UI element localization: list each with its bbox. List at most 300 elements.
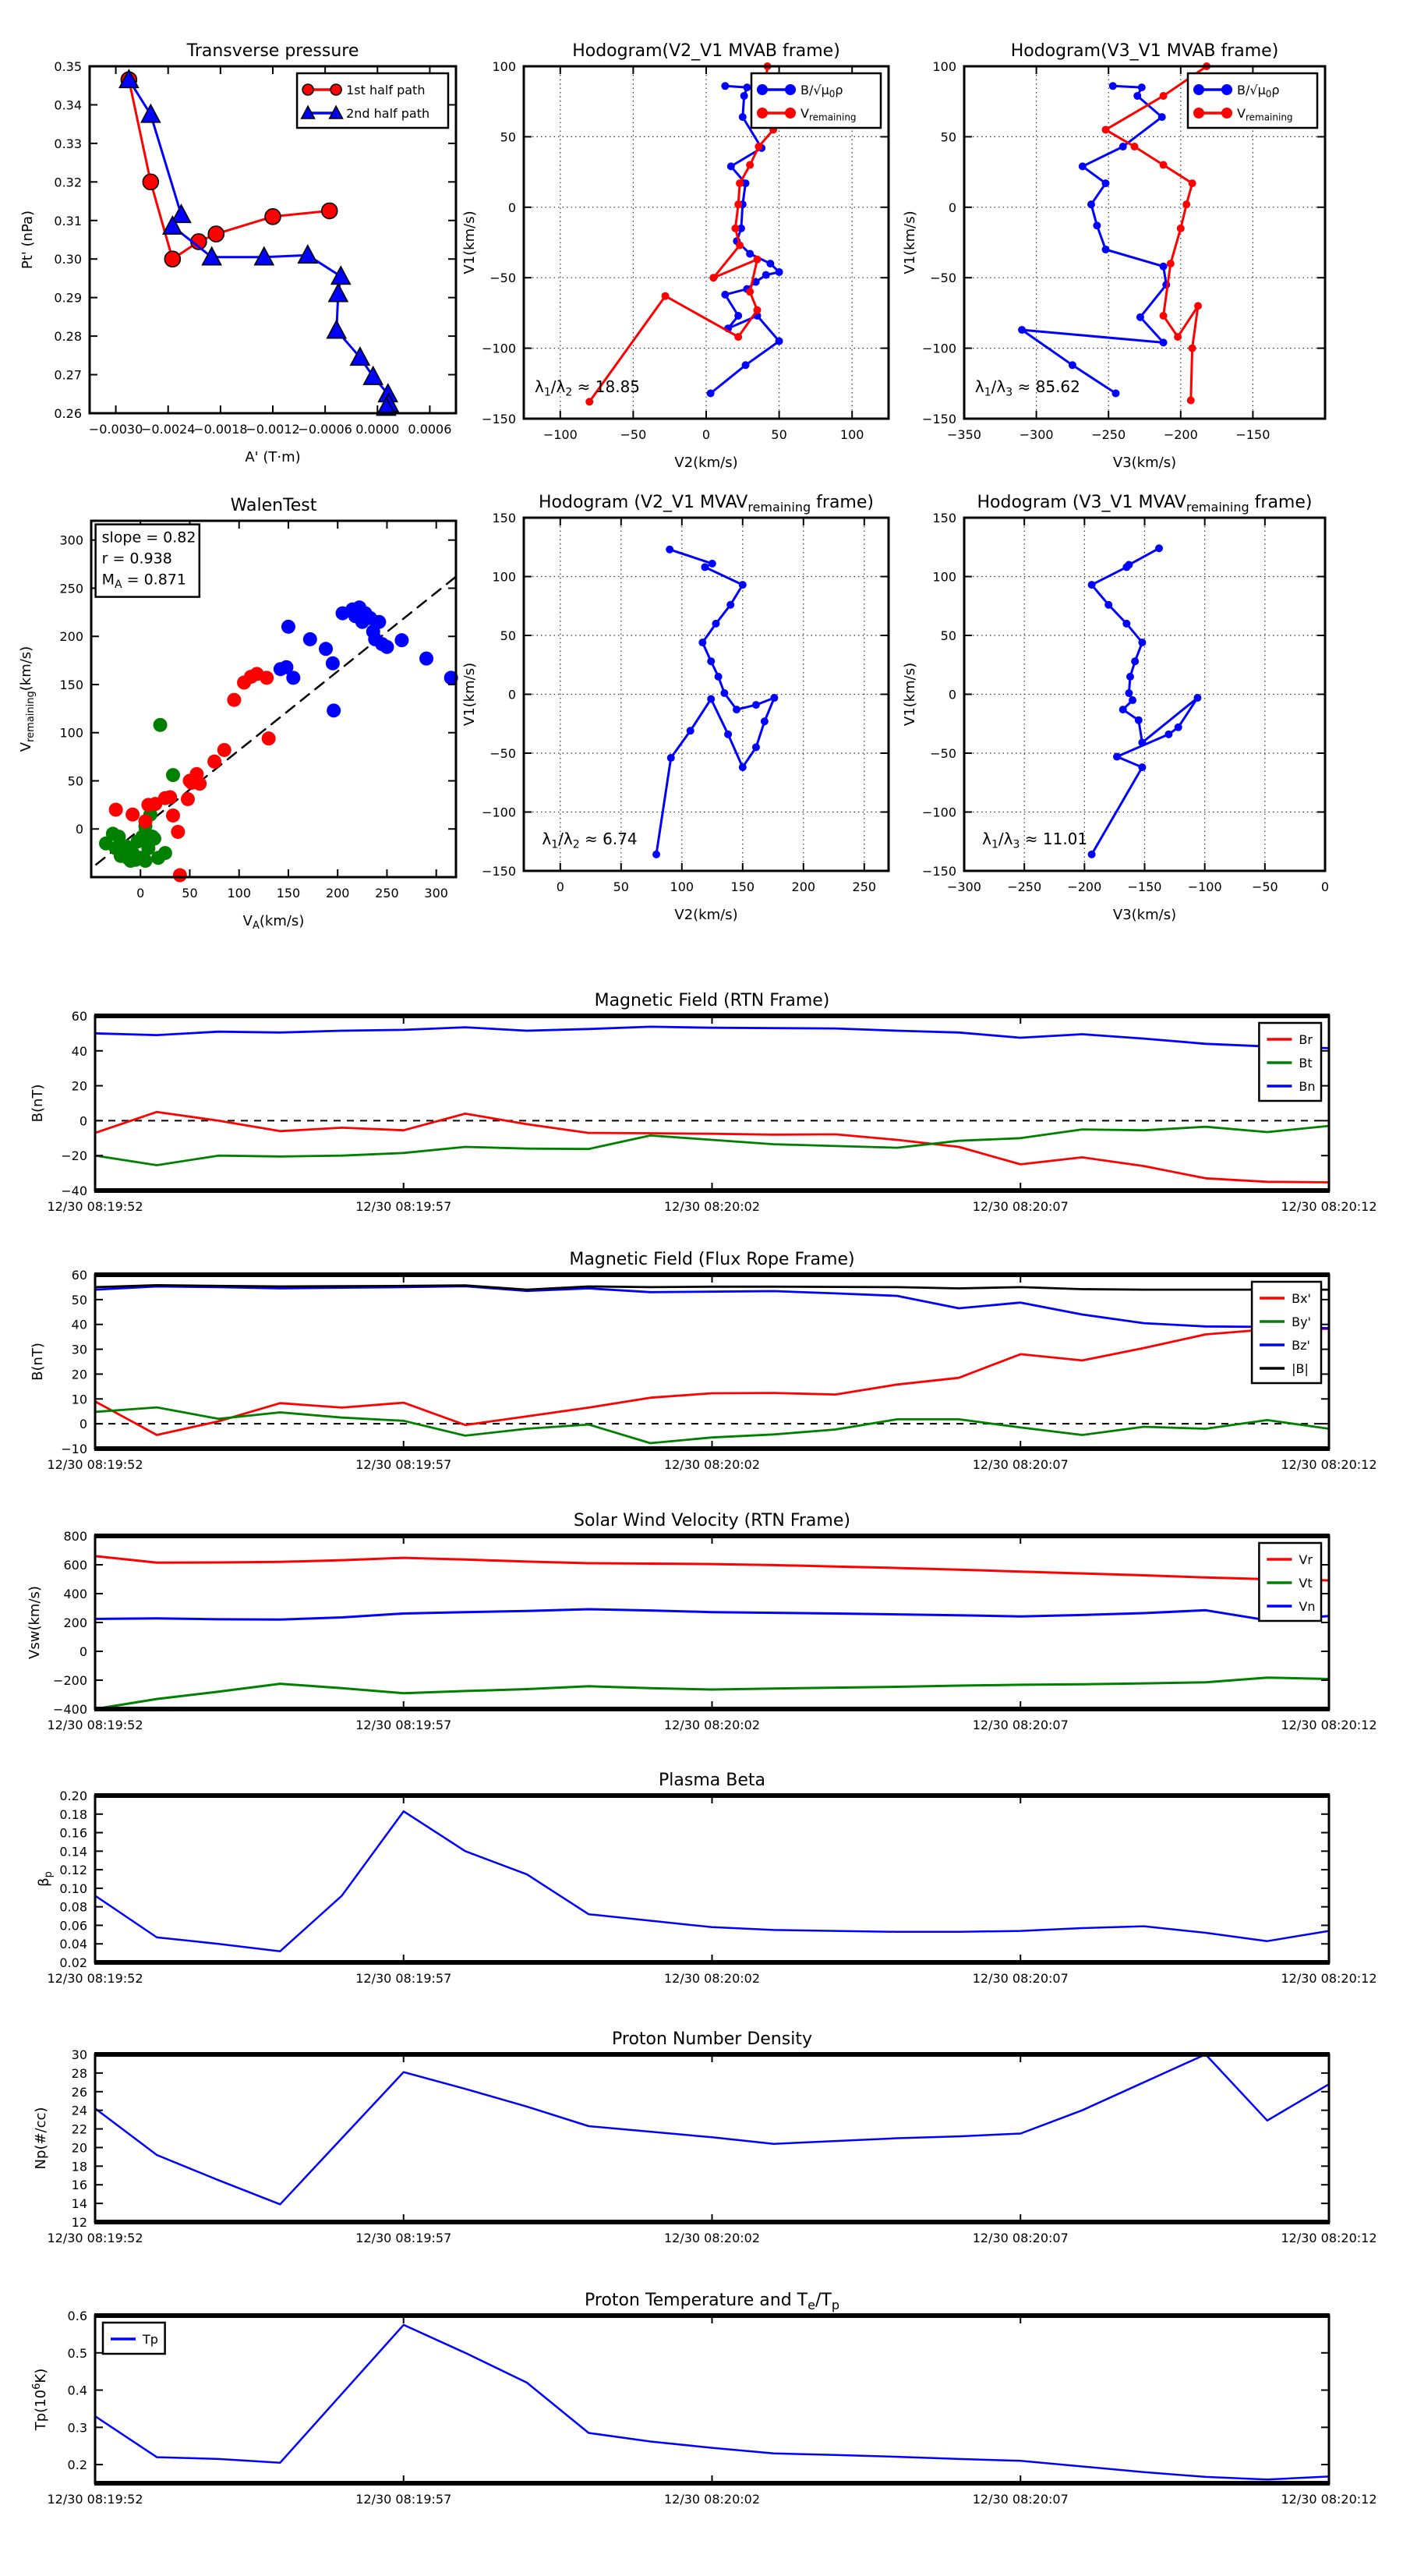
marker-circle <box>227 693 241 707</box>
tspan: 0 <box>1320 879 1330 894</box>
tspan: −0.0030 <box>88 422 143 437</box>
y-tick-label <box>59 1826 87 1841</box>
y-tick-label <box>54 252 82 267</box>
marker-circle <box>1131 143 1139 150</box>
x-tick-label <box>408 422 451 437</box>
tspan: β <box>36 1877 52 1887</box>
tspan: 50 <box>182 886 198 901</box>
legend-label <box>1292 1315 1311 1329</box>
tspan: 12/30 08:20:12 <box>1281 2231 1377 2245</box>
tspan: 100 <box>670 879 694 894</box>
marker-circle <box>372 615 386 629</box>
x-tick-label <box>664 1718 760 1732</box>
y-tick-label <box>53 1673 87 1688</box>
chart-title <box>585 2291 839 2312</box>
tspan: 40 <box>71 1317 87 1332</box>
series-bn <box>95 1027 1329 1049</box>
marker-circle <box>770 694 778 702</box>
chart-hodogram-v3v1-mvav <box>902 493 1329 923</box>
marker-circle <box>1175 724 1182 731</box>
marker-circle <box>1113 753 1121 761</box>
tspan: frame) <box>811 493 874 512</box>
tspan: 18 <box>71 2159 87 2174</box>
axes-frame <box>95 2316 1329 2483</box>
tspan: 0.02 <box>59 1955 87 1970</box>
chart-title <box>574 1511 850 1530</box>
marker-circle <box>143 174 158 189</box>
legend <box>103 2323 165 2354</box>
tspan: 60 <box>71 1268 87 1283</box>
x-tick-label <box>1020 427 1054 442</box>
x-tick-label <box>1188 879 1222 894</box>
series-by-prime <box>95 1407 1329 1443</box>
tspan: 0.3 <box>67 2420 87 2436</box>
y-tick-label <box>54 406 82 421</box>
marker-circle <box>707 695 715 703</box>
tspan: 50 <box>500 129 516 145</box>
series-bz-prime <box>95 1286 1329 1329</box>
marker-circle <box>330 84 341 95</box>
tspan: Proton Temperature and T <box>585 2291 808 2310</box>
stats-text <box>102 571 186 591</box>
y-tick-label <box>492 59 516 74</box>
x-tick-label <box>89 422 143 437</box>
x-tick-label <box>47 2492 143 2507</box>
series-line <box>95 1407 1329 1443</box>
marker-circle <box>721 291 729 299</box>
tspan: 100 <box>492 59 516 74</box>
tspan: −150 <box>922 864 956 879</box>
marker-circle <box>1125 689 1133 697</box>
tspan: ≈ 6.74 <box>579 830 638 849</box>
legend <box>1188 73 1317 128</box>
chart-title <box>186 41 359 61</box>
tspan: Hodogram(V2_V1 MVAB frame) <box>572 41 840 61</box>
y-tick-label <box>72 2122 87 2137</box>
series-line <box>95 2054 1329 2204</box>
marker-circle <box>1122 620 1130 628</box>
chart-plasma-beta <box>36 1771 1377 1986</box>
marker-triangle <box>331 267 350 285</box>
x-tick-label <box>246 422 299 437</box>
tspan: 200 <box>59 629 83 645</box>
tspan: 12/30 08:20:12 <box>1281 2492 1377 2507</box>
y-tick-label <box>500 628 516 643</box>
tspan: remaining <box>808 111 857 123</box>
series-line <box>95 1329 1329 1435</box>
x-tick-label <box>298 422 352 437</box>
marker-circle <box>757 108 768 119</box>
y-tick-label <box>72 1343 87 1357</box>
marker-circle <box>1160 161 1168 169</box>
marker-circle <box>1093 221 1101 229</box>
y-tick-label <box>59 1937 87 1951</box>
y-tick-label <box>72 2066 87 2081</box>
marker-circle <box>1088 851 1096 858</box>
x-tick-label <box>193 422 247 437</box>
tspan: Hodogram (V2_V1 MVAV <box>539 493 748 512</box>
marker-circle <box>1138 83 1146 91</box>
x-tick-label <box>557 879 564 894</box>
tspan: Transverse pressure <box>186 41 359 61</box>
tspan: Bt <box>1299 1056 1313 1070</box>
series-vr <box>95 1556 1329 1580</box>
marker-circle <box>1160 312 1168 320</box>
marker-circle <box>746 288 754 295</box>
x-tick-label <box>973 1971 1069 1986</box>
tspan: 12/30 08:20:02 <box>663 1971 761 1986</box>
marker-circle <box>109 803 123 817</box>
tspan: ≈ 11.01 <box>1020 830 1088 849</box>
x-tick-label <box>47 1199 143 1214</box>
x-tick-label <box>1235 427 1270 442</box>
chart-proton-density <box>33 2029 1377 2245</box>
tspan: ≈ 85.62 <box>1012 377 1080 397</box>
tspan: 100 <box>492 569 516 585</box>
y-tick-label <box>72 1268 87 1283</box>
marker-circle <box>158 846 172 860</box>
legend-label <box>346 106 429 121</box>
x-tick-label <box>1091 427 1126 442</box>
tspan: 100 <box>932 569 956 585</box>
series-np <box>95 2054 1329 2204</box>
tspan: 0.0006 <box>408 422 452 437</box>
y-axis-label <box>31 2369 49 2431</box>
annotation <box>542 830 637 851</box>
y-tick-label <box>72 1392 87 1407</box>
tspan: 12/30 08:20:07 <box>972 2231 1069 2245</box>
tspan: 12/30 08:20:02 <box>663 2231 761 2245</box>
tspan: Br <box>1299 1032 1313 1047</box>
tspan: Plasma Beta <box>659 1771 765 1790</box>
y-tick-label <box>61 1442 87 1456</box>
x-tick-label <box>355 1457 451 1472</box>
tspan: ρ <box>835 83 843 97</box>
tspan: 250 <box>852 879 877 894</box>
tspan: slope = 0.82 <box>101 529 196 547</box>
y-tick-label <box>922 341 956 356</box>
marker-circle <box>709 560 716 568</box>
y-tick-label <box>54 136 82 151</box>
marker-circle <box>752 701 760 709</box>
y-tick-label <box>59 1881 87 1896</box>
y-tick-label <box>72 2104 87 2118</box>
tspan: Tp(10 <box>33 2389 49 2431</box>
tspan: 0.34 <box>54 97 82 113</box>
series-beta-p <box>95 1811 1329 1951</box>
legend-label <box>1299 1599 1315 1614</box>
tspan: −100 <box>1187 879 1222 894</box>
marker-circle <box>1193 84 1204 95</box>
chart-hodogram-v3v1-mvab <box>902 41 1325 471</box>
series-line <box>1092 548 1198 855</box>
marker-circle <box>193 777 207 791</box>
tspan: 12/30 08:20:02 <box>663 1199 761 1214</box>
tspan: 50 <box>67 773 83 789</box>
tspan: −0.0024 <box>141 422 196 437</box>
marker-circle <box>1194 302 1202 310</box>
tspan: −150 <box>482 412 516 426</box>
x-tick-label <box>1281 1971 1376 1986</box>
tspan: 12/30 08:19:57 <box>355 1457 452 1472</box>
legend-label <box>142 2332 158 2347</box>
marker-circle <box>1088 581 1096 589</box>
y-tick-label <box>941 628 956 643</box>
y-axis-label <box>461 663 478 726</box>
marker-circle <box>757 84 768 95</box>
x-tick-label <box>136 886 144 901</box>
legend <box>1259 1543 1321 1621</box>
chart-title <box>572 41 840 61</box>
tspan: 0 <box>75 822 83 837</box>
tspan: remaining <box>24 691 37 742</box>
x-tick-label <box>947 879 981 894</box>
marker-circle <box>217 743 231 757</box>
y-tick-label <box>922 864 956 879</box>
y-tick-label <box>59 1807 87 1822</box>
tspan: 200 <box>791 879 816 894</box>
tspan: 200 <box>325 886 350 901</box>
series-line <box>95 1556 1329 1580</box>
y-tick-label <box>63 1558 87 1573</box>
marker-circle <box>260 671 274 685</box>
chart-title <box>612 2029 812 2049</box>
y-tick-label <box>54 214 82 228</box>
legend-label <box>1299 1056 1312 1070</box>
marker-circle <box>171 825 185 839</box>
marker-circle <box>721 82 729 90</box>
tspan: 12/30 08:20:07 <box>972 1718 1069 1732</box>
tspan: 600 <box>63 1558 87 1573</box>
tspan: 20 <box>71 1078 87 1094</box>
tspan: V1(km/s) <box>461 211 478 274</box>
tspan: By' <box>1292 1315 1311 1329</box>
x-tick-label <box>664 2492 760 2507</box>
marker-circle <box>734 333 742 341</box>
x-tick-label <box>731 879 755 894</box>
legend-label <box>346 83 425 97</box>
tspan: 16 <box>71 2178 87 2193</box>
tspan: 12/30 08:19:52 <box>47 1718 143 1732</box>
tspan: A <box>115 578 122 591</box>
x-tick-label <box>47 1457 143 1472</box>
tspan: −100 <box>542 427 578 442</box>
tspan: 1 <box>551 838 559 851</box>
y-tick-label <box>54 329 82 344</box>
tspan: 0.6 <box>67 2309 87 2323</box>
x-tick-label <box>973 1718 1069 1732</box>
x-tick-label <box>853 879 877 894</box>
y-tick-label <box>922 412 956 426</box>
tspan: A' (T·m) <box>245 449 301 465</box>
y-tick-label <box>492 570 516 585</box>
y-axis-label <box>902 663 918 726</box>
y-tick-label <box>63 1587 87 1601</box>
tspan: 2 <box>565 386 573 399</box>
tspan: 100 <box>59 725 83 741</box>
chart-title <box>1011 41 1279 61</box>
tspan: 0.14 <box>59 1844 87 1859</box>
marker-circle <box>1221 108 1232 119</box>
legend-label <box>1299 1032 1313 1047</box>
y-tick-label <box>80 1417 87 1431</box>
annotation <box>535 377 640 398</box>
marker-circle <box>181 792 195 806</box>
y-tick-label <box>59 629 83 644</box>
tspan: /λ <box>550 377 566 397</box>
y-axis-label <box>461 211 478 274</box>
tspan: e <box>808 2297 815 2312</box>
tspan: Vt <box>1299 1576 1313 1591</box>
marker-circle <box>734 312 742 320</box>
marker-circle <box>736 242 744 249</box>
marker-circle <box>724 731 732 738</box>
marker-circle <box>319 642 333 656</box>
y-tick-label <box>508 688 516 702</box>
y-axis-label <box>902 211 918 274</box>
x-tick-label <box>375 886 399 901</box>
y-tick-label <box>53 1702 87 1717</box>
chart-title <box>595 991 830 1010</box>
tspan: Magnetic Field (RTN Frame) <box>594 991 830 1010</box>
x-axis-label <box>243 913 305 932</box>
tspan: 12/30 08:19:57 <box>355 1199 452 1214</box>
marker-circle <box>326 656 340 671</box>
tspan: V1(km/s) <box>902 662 918 727</box>
tspan: 0 <box>79 1113 87 1129</box>
tspan: V2(km/s) <box>674 455 738 471</box>
marker-circle <box>707 389 715 397</box>
y-tick-label <box>59 726 83 741</box>
tspan: −400 <box>53 1702 87 1717</box>
tspan: −250 <box>1007 879 1042 894</box>
tspan: −50 <box>620 427 647 442</box>
chart-mag-fluxrope <box>30 1250 1377 1472</box>
marker-circle <box>687 727 694 734</box>
x-tick-label <box>664 1457 760 1472</box>
tspan: 0 <box>507 200 516 215</box>
y-axis-label <box>30 1085 46 1123</box>
marker-circle <box>761 717 769 725</box>
marker-circle <box>1101 126 1109 133</box>
tspan: 0 <box>948 687 956 702</box>
tspan: 0.08 <box>59 1899 87 1915</box>
marker-circle <box>1133 92 1141 100</box>
tspan: −150 <box>922 412 956 426</box>
chart-title <box>569 1250 854 1269</box>
marker-circle <box>1187 396 1195 404</box>
marker-circle <box>207 755 221 769</box>
tspan: −40 <box>61 1184 87 1198</box>
x-tick-label <box>355 2492 451 2507</box>
series-b-over-sqrt-mu0-rho <box>1018 82 1170 397</box>
tspan: 12/30 08:20:02 <box>663 1457 761 1472</box>
x-tick-label <box>277 886 301 901</box>
y-tick-label <box>72 2196 87 2211</box>
marker-circle <box>1087 200 1095 208</box>
y-tick-label <box>61 1148 87 1163</box>
marker-circle <box>743 83 751 91</box>
tspan: −0.0006 <box>298 422 352 437</box>
chart-hodogram-v2v1-mvav <box>461 493 889 923</box>
tspan: −150 <box>1235 427 1270 442</box>
tspan: 0.5 <box>67 2345 87 2361</box>
tspan: 0 <box>1265 88 1272 100</box>
tspan: 0 <box>79 1417 87 1432</box>
tspan: 0.4 <box>67 2383 87 2398</box>
marker-circle <box>712 620 719 628</box>
x-tick-label <box>1281 1199 1376 1214</box>
x-tick-label <box>1007 879 1041 894</box>
legend-label <box>1299 1552 1313 1567</box>
tspan: −0.0012 <box>246 422 300 437</box>
tspan: Magnetic Field (Flux Rope Frame) <box>569 1250 855 1269</box>
marker-circle <box>419 652 433 666</box>
tspan: 0 <box>948 200 956 215</box>
tspan: 150 <box>59 677 83 692</box>
y-tick-label <box>59 533 83 548</box>
tspan: V1(km/s) <box>461 662 478 727</box>
marker-circle <box>1111 389 1119 397</box>
annotation <box>982 830 1087 851</box>
y-tick-label <box>54 291 82 306</box>
tspan: −10 <box>61 1442 87 1456</box>
series-line <box>95 1609 1329 1620</box>
x-tick-label <box>1281 1718 1376 1732</box>
y-tick-label <box>68 2346 87 2361</box>
tspan: ≈ 18.85 <box>572 377 641 397</box>
tspan: −200 <box>53 1673 87 1688</box>
x-tick-label <box>355 1718 451 1732</box>
y-tick-label <box>930 271 956 285</box>
tspan: 0.16 <box>59 1825 87 1841</box>
x-axis-label <box>1113 455 1176 471</box>
tspan: 0.35 <box>54 59 82 74</box>
x-tick-label <box>973 2492 1069 2507</box>
tspan: 0.30 <box>54 252 82 267</box>
tspan: 0 <box>79 1644 87 1659</box>
x-tick-label <box>973 1199 1069 1214</box>
x-tick-label <box>543 427 578 442</box>
tspan: −200 <box>1163 427 1198 442</box>
chart-title <box>659 1771 765 1790</box>
marker-circle <box>731 225 739 232</box>
marker-circle <box>1136 313 1144 321</box>
tspan: −250 <box>1091 427 1126 442</box>
marker-circle <box>166 768 180 782</box>
marker-circle <box>1189 179 1196 187</box>
marker-circle <box>163 790 177 804</box>
tspan: 0 <box>507 687 516 702</box>
tspan: |B| <box>1292 1361 1309 1376</box>
marker-circle <box>1164 731 1172 738</box>
tspan: 28 <box>71 2065 87 2081</box>
y-tick-label <box>59 1844 87 1859</box>
marker-circle <box>139 854 153 868</box>
tspan: remaining <box>1186 499 1249 515</box>
x-tick-label <box>973 2231 1069 2245</box>
tspan: −200 <box>1067 879 1102 894</box>
tspan: B(nT) <box>30 1084 46 1123</box>
marker-circle <box>667 754 675 762</box>
tspan: (km/s) <box>259 913 305 929</box>
y-tick-label <box>68 2457 87 2472</box>
tspan: 200 <box>63 1615 87 1630</box>
marker-circle <box>707 657 715 665</box>
y-tick-label <box>59 678 83 692</box>
tspan: 50 <box>613 879 629 894</box>
series-line <box>95 1112 1329 1182</box>
